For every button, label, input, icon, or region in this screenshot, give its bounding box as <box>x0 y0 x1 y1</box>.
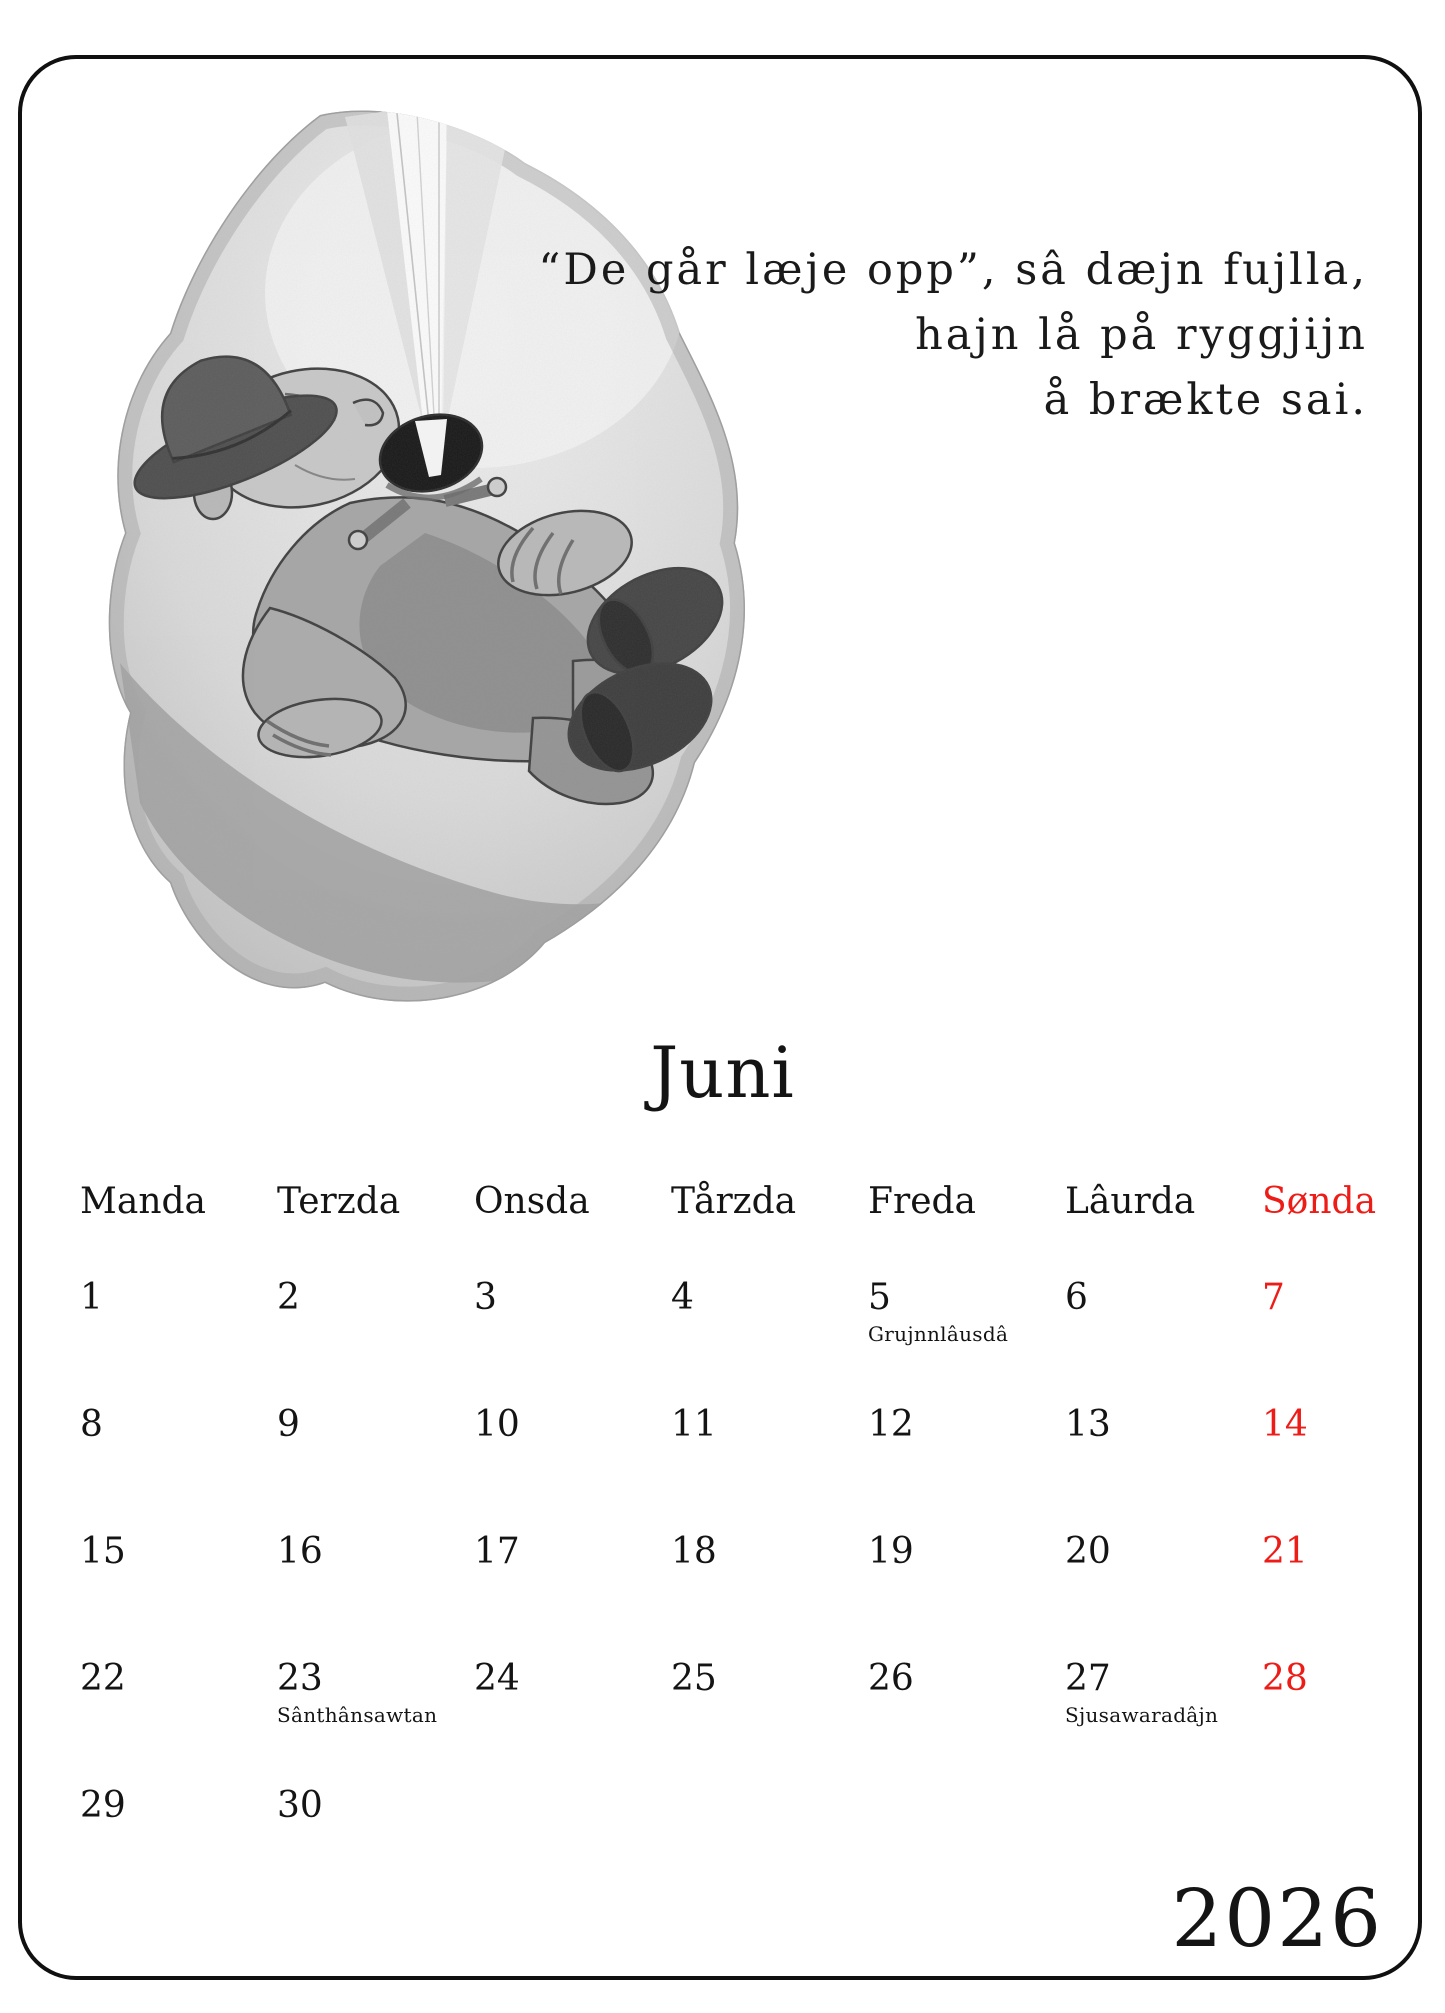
day-number: 26 <box>868 1658 914 1699</box>
day-cell-2 <box>277 1276 474 1403</box>
weekday-header-5: Freda <box>868 1181 976 1222</box>
month-title: Juni <box>650 1032 795 1114</box>
day-number: 5 <box>868 1277 891 1318</box>
day-cell-22 <box>80 1657 277 1784</box>
quote-line: hajn lå på ryggjijn <box>915 310 1368 360</box>
day-number: 11 <box>671 1404 717 1445</box>
day-number: 29 <box>80 1785 126 1826</box>
day-cell-30 <box>277 1784 474 1911</box>
day-number: 19 <box>868 1531 914 1572</box>
day-cell-29 <box>80 1784 277 1911</box>
day-number: 3 <box>474 1277 497 1318</box>
day-number: 4 <box>671 1277 694 1318</box>
day-number: 12 <box>868 1404 914 1445</box>
day-number: 21 <box>1262 1531 1308 1572</box>
day-number: 1 <box>80 1277 103 1318</box>
day-number: 28 <box>1262 1658 1308 1699</box>
day-number: 9 <box>277 1404 300 1445</box>
day-note: Sânthânsawtan <box>277 1703 438 1727</box>
quote-line: “De går læje opp”, sâ dæjn fujlla, <box>538 245 1368 295</box>
day-cell-24 <box>474 1657 671 1784</box>
weekday-header-4: Tårzda <box>671 1181 797 1222</box>
day-cell-23 <box>277 1657 474 1784</box>
day-cell-18 <box>671 1530 868 1657</box>
day-cell-8 <box>80 1403 277 1530</box>
day-note: Sjusawaradâjn <box>1065 1703 1219 1727</box>
day-cell-12 <box>868 1403 1065 1530</box>
day-cell-7 <box>1262 1276 1376 1403</box>
day-cell-26 <box>868 1657 1065 1784</box>
day-cell-19 <box>868 1530 1065 1657</box>
day-cell-20 <box>1065 1530 1262 1657</box>
day-number: 17 <box>474 1531 520 1572</box>
day-number: 15 <box>80 1531 126 1572</box>
calendar-grid <box>80 1180 1377 1911</box>
day-number: 22 <box>80 1658 126 1699</box>
day-cell-15 <box>80 1530 277 1657</box>
day-number: 20 <box>1065 1531 1111 1572</box>
day-cell-28 <box>1262 1657 1376 1784</box>
empty-cell <box>474 1784 671 1911</box>
day-cell-14 <box>1262 1403 1376 1530</box>
quote-line: å brækte sai. <box>1043 375 1368 425</box>
day-cell-3 <box>474 1276 671 1403</box>
weekday-header-7: Sønda <box>1262 1181 1377 1222</box>
day-number: 2 <box>277 1277 300 1318</box>
quote <box>538 238 1368 433</box>
weekday-header-1: Manda <box>80 1181 207 1222</box>
day-number: 8 <box>80 1404 103 1445</box>
day-cell-16 <box>277 1530 474 1657</box>
day-number: 24 <box>474 1658 520 1699</box>
weekday-header-2: Terzda <box>277 1181 401 1222</box>
day-number: 10 <box>474 1404 520 1445</box>
day-cell-11 <box>671 1403 868 1530</box>
day-note: Grujnnlâusdâ <box>868 1322 1009 1346</box>
weekday-header-3: Onsda <box>474 1181 590 1222</box>
weekday-header-6: Lâurda <box>1065 1181 1196 1222</box>
day-number: 6 <box>1065 1277 1088 1318</box>
day-number: 23 <box>277 1658 323 1699</box>
day-number: 14 <box>1262 1404 1308 1445</box>
day-cell-13 <box>1065 1403 1262 1530</box>
day-number: 30 <box>277 1785 323 1826</box>
day-cell-5 <box>868 1276 1065 1403</box>
day-number: 13 <box>1065 1404 1111 1445</box>
day-number: 7 <box>1262 1277 1285 1318</box>
day-cell-21 <box>1262 1530 1376 1657</box>
empty-cell <box>868 1784 1065 1911</box>
day-number: 25 <box>671 1658 717 1699</box>
day-cell-17 <box>474 1530 671 1657</box>
day-number: 27 <box>1065 1658 1111 1699</box>
day-cell-1 <box>80 1276 277 1403</box>
day-number: 18 <box>671 1531 717 1572</box>
day-cell-9 <box>277 1403 474 1530</box>
day-number: 16 <box>277 1531 323 1572</box>
day-cell-25 <box>671 1657 868 1784</box>
empty-cell <box>671 1784 868 1911</box>
year-label: 2026 <box>1171 1872 1383 1965</box>
day-cell-6 <box>1065 1276 1262 1403</box>
day-cell-4 <box>671 1276 868 1403</box>
day-cell-10 <box>474 1403 671 1530</box>
day-cell-27 <box>1065 1657 1262 1784</box>
